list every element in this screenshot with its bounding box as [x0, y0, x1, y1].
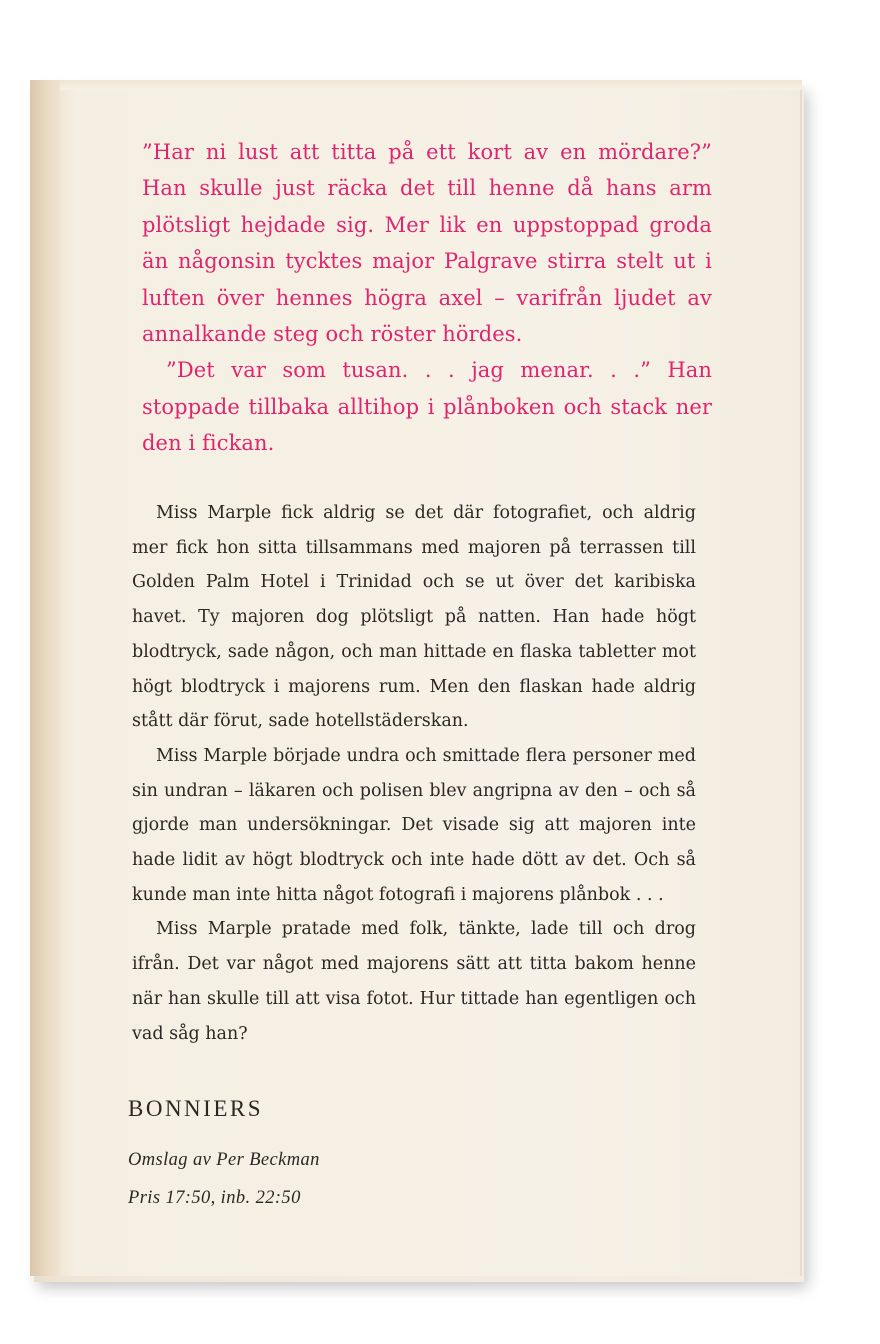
cover-credit: Omslag av Per Beckman	[128, 1150, 320, 1170]
book-spine-edge	[30, 80, 60, 1276]
page-top-edge	[60, 80, 802, 90]
blurb-text	[132, 496, 696, 1051]
blurb-paragraph: Miss Marple pratade med folk, tänkte, lade till och drog ifrån. Det var något med majorens sätt att titta bakom henne när han skulle till att visa fotot. Hur tittade han egentligen och vad såg han?	[132, 919, 696, 1044]
price-line: Pris 17:50, inb. 22:50	[128, 1188, 301, 1208]
intro-paragraph: ”Har ni lust att titta på ett kort av en mördare?” Han skulle just räcka det till henne då hans arm plötsligt hejdade sig. Mer lik en uppstoppad groda än någonsin tycktes major Palgrave stirra stelt ut i luften över hennes högra axel – varifrån ljudet av annalkande steg och röster hördes.	[142, 140, 712, 347]
intro-paragraph: ”Det var som tusan. . . jag menar. . .” Han stoppade tillbaka alltihop i plånboken och stack ner den i fickan.	[142, 358, 712, 456]
blurb-paragraph: Miss Marple fick aldrig se det där fotografiet, och aldrig mer fick hon sitta tillsammans med majoren på terrassen till Golden Palm Hotel i Trinidad och se ut över det karibiska havet. Ty majoren dog plötsligt på natten. Han hade högt blodtryck, sade någon, och man hittade en flaska tabletter mot högt blodtryck i majorens rum. Men den flaskan hade aldrig stått där förut, sade hotellstäderskan.	[132, 503, 696, 732]
intro-excerpt	[142, 134, 712, 462]
blurb-paragraph: Miss Marple började undra och smittade flera personer med sin undran – läkaren och polisen blev angripna av den – och så gjorde man undersökningar. Det visade sig att majoren inte hade lidit av högt blodtryck och inte hade dött av det. Och så kunde man inte hitta något fotografi i majorens plånbok . . .	[132, 745, 696, 905]
publisher-name: BONNIERS	[128, 1096, 264, 1121]
